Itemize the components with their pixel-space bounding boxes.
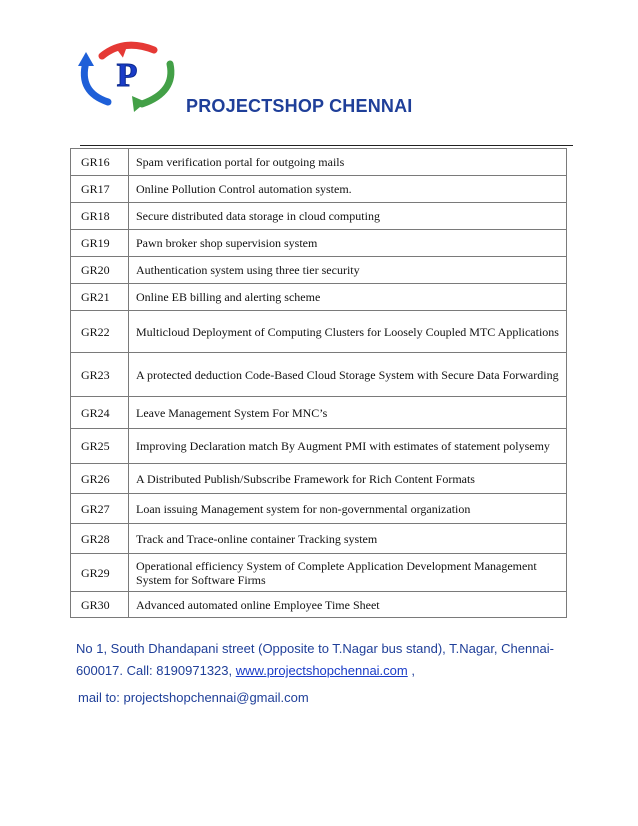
project-code: GR29 <box>71 554 129 592</box>
table-row <box>71 257 567 284</box>
project-title: Track and Trace-online container Tracking system <box>129 524 567 554</box>
company-title: PROJECTSHOP CHENNAI <box>186 96 413 116</box>
table-row <box>71 464 567 494</box>
table-row <box>71 554 567 592</box>
project-code: GR27 <box>71 494 129 524</box>
project-title: Online EB billing and alerting scheme <box>129 284 567 311</box>
mail-line: mail to: projectshopchennai@gmail.com <box>78 690 309 705</box>
company-logo <box>72 36 182 112</box>
project-title: A protected deduction Code-Based Cloud Storage System with Secure Data Forwarding <box>129 353 567 397</box>
project-title: A Distributed Publish/Subscribe Framework for Rich Content Formats <box>129 464 567 494</box>
project-code: GR25 <box>71 429 129 464</box>
project-code: GR22 <box>71 311 129 353</box>
table-row <box>71 176 567 203</box>
table-row <box>71 284 567 311</box>
project-title: Advanced automated online Employee Time Sheet <box>129 592 567 618</box>
project-code: GR30 <box>71 592 129 618</box>
table-row <box>71 429 567 464</box>
project-title: Spam verification portal for outgoing mails <box>129 149 567 176</box>
project-code: GR26 <box>71 464 129 494</box>
address-tail: , <box>407 663 415 678</box>
table-row <box>71 203 567 230</box>
recycle-arrows-icon <box>72 36 182 112</box>
footer-address <box>76 638 576 682</box>
project-code: GR16 <box>71 149 129 176</box>
project-code: GR19 <box>71 230 129 257</box>
table-row <box>71 149 567 176</box>
project-title: Authentication system using three tier security <box>129 257 567 284</box>
table-row <box>71 353 567 397</box>
table-row <box>71 230 567 257</box>
header-divider <box>80 145 573 146</box>
project-code: GR21 <box>71 284 129 311</box>
website-link[interactable]: www.projectshopchennai.com <box>235 663 408 678</box>
project-code: GR28 <box>71 524 129 554</box>
project-title: Loan issuing Management system for non-governmental organization <box>129 494 567 524</box>
project-code: GR18 <box>71 203 129 230</box>
table-row <box>71 494 567 524</box>
project-title: Operational efficiency System of Complete Application Development Management System for Software Firms <box>129 554 567 592</box>
project-title: Online Pollution Control automation system. <box>129 176 567 203</box>
project-code: GR23 <box>71 353 129 397</box>
logo-letter: P <box>116 57 138 94</box>
table-row <box>71 524 567 554</box>
project-title: Improving Declaration match By Augment PMI with estimates of statement polysemy <box>129 429 567 464</box>
project-title: Pawn broker shop supervision system <box>129 230 567 257</box>
table-row <box>71 311 567 353</box>
project-code: GR20 <box>71 257 129 284</box>
project-code: GR24 <box>71 397 129 429</box>
project-title: Multicloud Deployment of Computing Clusters for Loosely Coupled MTC Applications <box>129 311 567 353</box>
project-code: GR17 <box>71 176 129 203</box>
address-text: No 1, South Dhandapani street (Opposite to T.Nagar bus stand), T.Nagar, Chennai-600017. Call: 8190971323, <box>76 641 554 678</box>
project-title: Leave Management System For MNC’s <box>129 397 567 429</box>
table-row <box>71 592 567 618</box>
table-row <box>71 397 567 429</box>
project-table <box>70 148 567 618</box>
project-title: Secure distributed data storage in cloud computing <box>129 203 567 230</box>
